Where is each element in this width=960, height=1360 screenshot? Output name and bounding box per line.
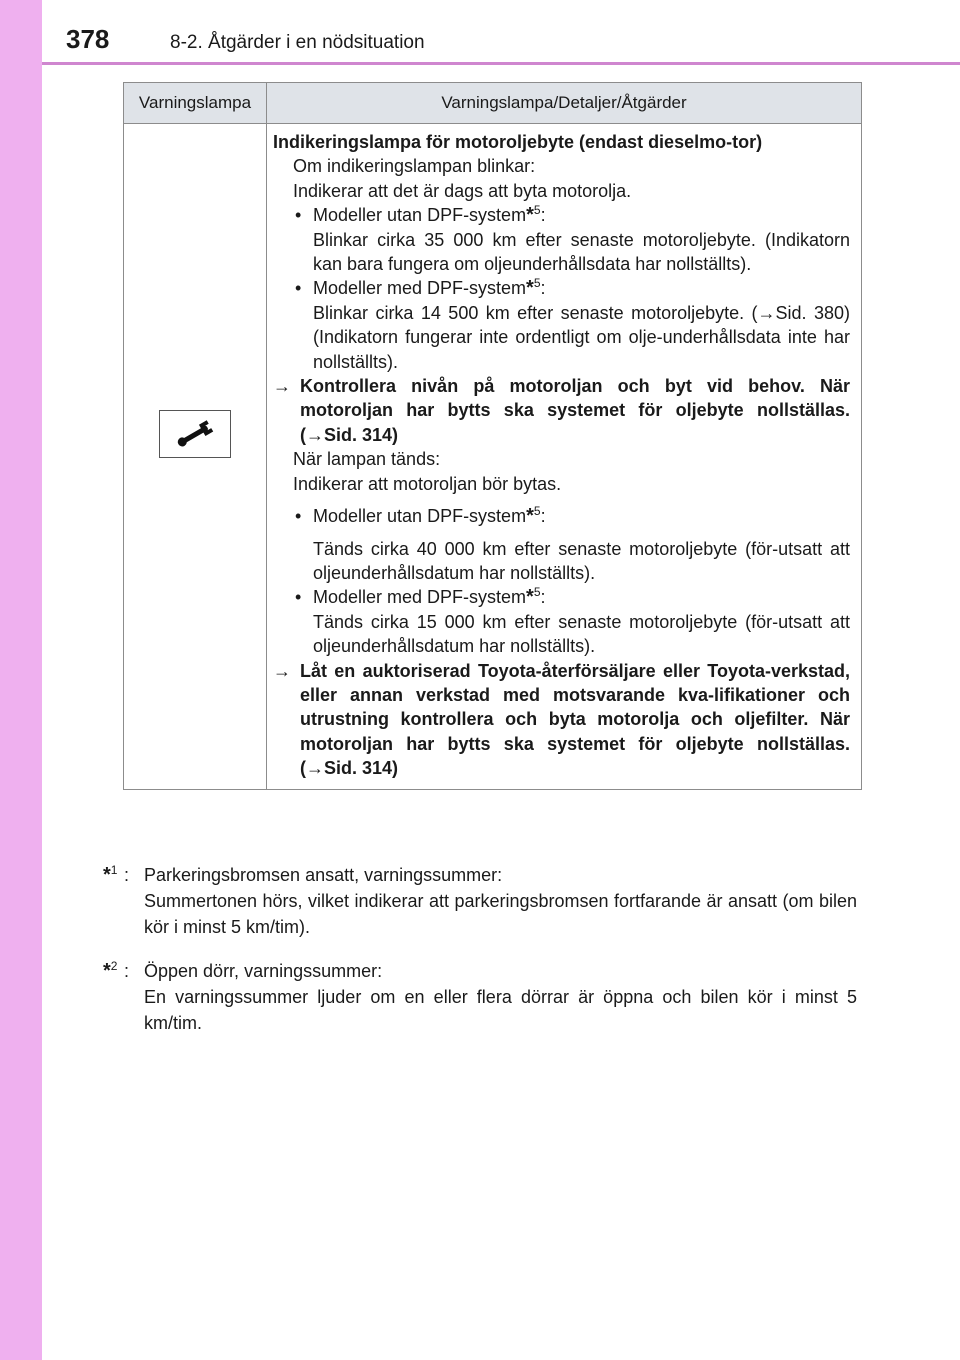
table-row [124,124,862,790]
arrow-icon: → [273,376,291,397]
footnote-text: Summertonen hörs, vilket indikerar att parkeringsbromsen fortfarande är ansatt (om bilen kör i minst 5 km/tim). [144,891,857,937]
warning-lamp-table [123,82,862,790]
footnote: *$^1$ : Parkeringsbromsen ansatt, varningssummer: Summertonen hörs, vilket indikerar att parkeringsbromsen fortfarande är ansatt (om bilen kör i minst 5 km/tim). [103,862,857,940]
arrow-icon: → [273,660,291,681]
list-item: • Modeller med DPF-system*$^5$: [295,585,546,609]
model-description: Blinkar cirka 35 000 km efter senaste motoroljebyte. (Indikatorn kan bara fungera om oljeunderhållsdata har nollställts). [313,229,850,275]
list-item: • Modeller utan DPF-system*$^5$: [295,203,546,227]
footnote-heading: Öppen dörr, varningssummer: [144,961,383,981]
lit-description: Indikerar att motoroljan bör bytas. [293,473,562,494]
lit-intro: När lampan tänds: [293,449,441,470]
wrench-icon [173,419,217,449]
action-instruction: → Låt en auktoriserad Toyota-återförsäljare eller Toyota-verkstad, eller annan verkstad med motsvarande kva-lifikationer och utrustning kontrollera och byta motorolja och oljefilter. När motoroljan har bytts ska systemet för oljebyte nollställas. (→Sid. 314) [273,660,850,779]
footnote-ref: 5 [533,276,541,291]
footnote-text: En varningssummer ljuder om en eller flera dörrar är öppna och bilen kör i minst 5 km/tim. [144,987,857,1033]
page-number: 378 [66,24,110,54]
col-header-lamp: Varningslampa [124,83,267,124]
model-label: Modeller utan DPF-system [313,506,527,527]
footnote-ref: 5 [533,504,541,519]
blink-description: Indikerar att det är dags att byta motorolja. [293,180,632,201]
section-title: 8-2. Åtgärder i en nödsituation [170,32,425,53]
footnote: *$^2$ : Öppen dörr, varningssummer: En varningssummer ljuder om en eller flera dörrar är öppna och bilen kör i minst 5 km/tim. [103,958,857,1036]
lamp-cell [124,124,267,790]
footnote-heading: Parkeringsbromsen ansatt, varningssummer: [144,865,503,885]
header-rule [42,62,960,65]
lamp-symbol-box [159,410,231,458]
action-instruction: → Kontrollera nivån på motoroljan och byt vid behov. När motoroljan har bytts ska systemet för oljebyte nollställas. (→Sid. 314) [273,376,850,445]
model-label: Modeller utan DPF-system [313,205,527,226]
lamp-title: Indikeringslampa för motoroljebyte (endast dieselmo-tor) [273,132,763,152]
details-cell [267,124,862,790]
table-header-row [124,83,862,124]
model-description: Tänds cirka 40 000 km efter senaste motoroljebyte (för-utsatt att oljeunderhållsdatum har nollställts). [313,538,850,583]
page-header [42,0,960,66]
model-label: Modeller med DPF-system [313,278,527,299]
model-description: Tänds cirka 15 000 km efter senaste motoroljebyte (för-utsatt att oljeunderhållsdatum har nollställts). [313,611,850,657]
side-tab-bar [0,0,42,1360]
model-label: Modeller med DPF-system [313,587,527,608]
footnote-number: 1 [110,863,118,877]
footnote-number: 2 [110,959,118,973]
footnote-ref: 5 [533,585,541,600]
footnote-ref: 5 [533,203,541,218]
list-item: • Modeller utan DPF-system*$^5$: [295,504,546,528]
col-header-details: Varningslampa/Detaljer/Åtgärder [267,83,862,124]
model-description: Blinkar cirka 14 500 km efter senaste motoroljebyte. (→Sid. 380) (Indikatorn fungerar inte ordentligt om olje-underhållsdata inte har nollställts). [313,302,850,372]
list-item: • Modeller med DPF-system*$^5$: [295,276,546,300]
blink-intro: Om indikeringslampan blinkar: [293,156,536,177]
